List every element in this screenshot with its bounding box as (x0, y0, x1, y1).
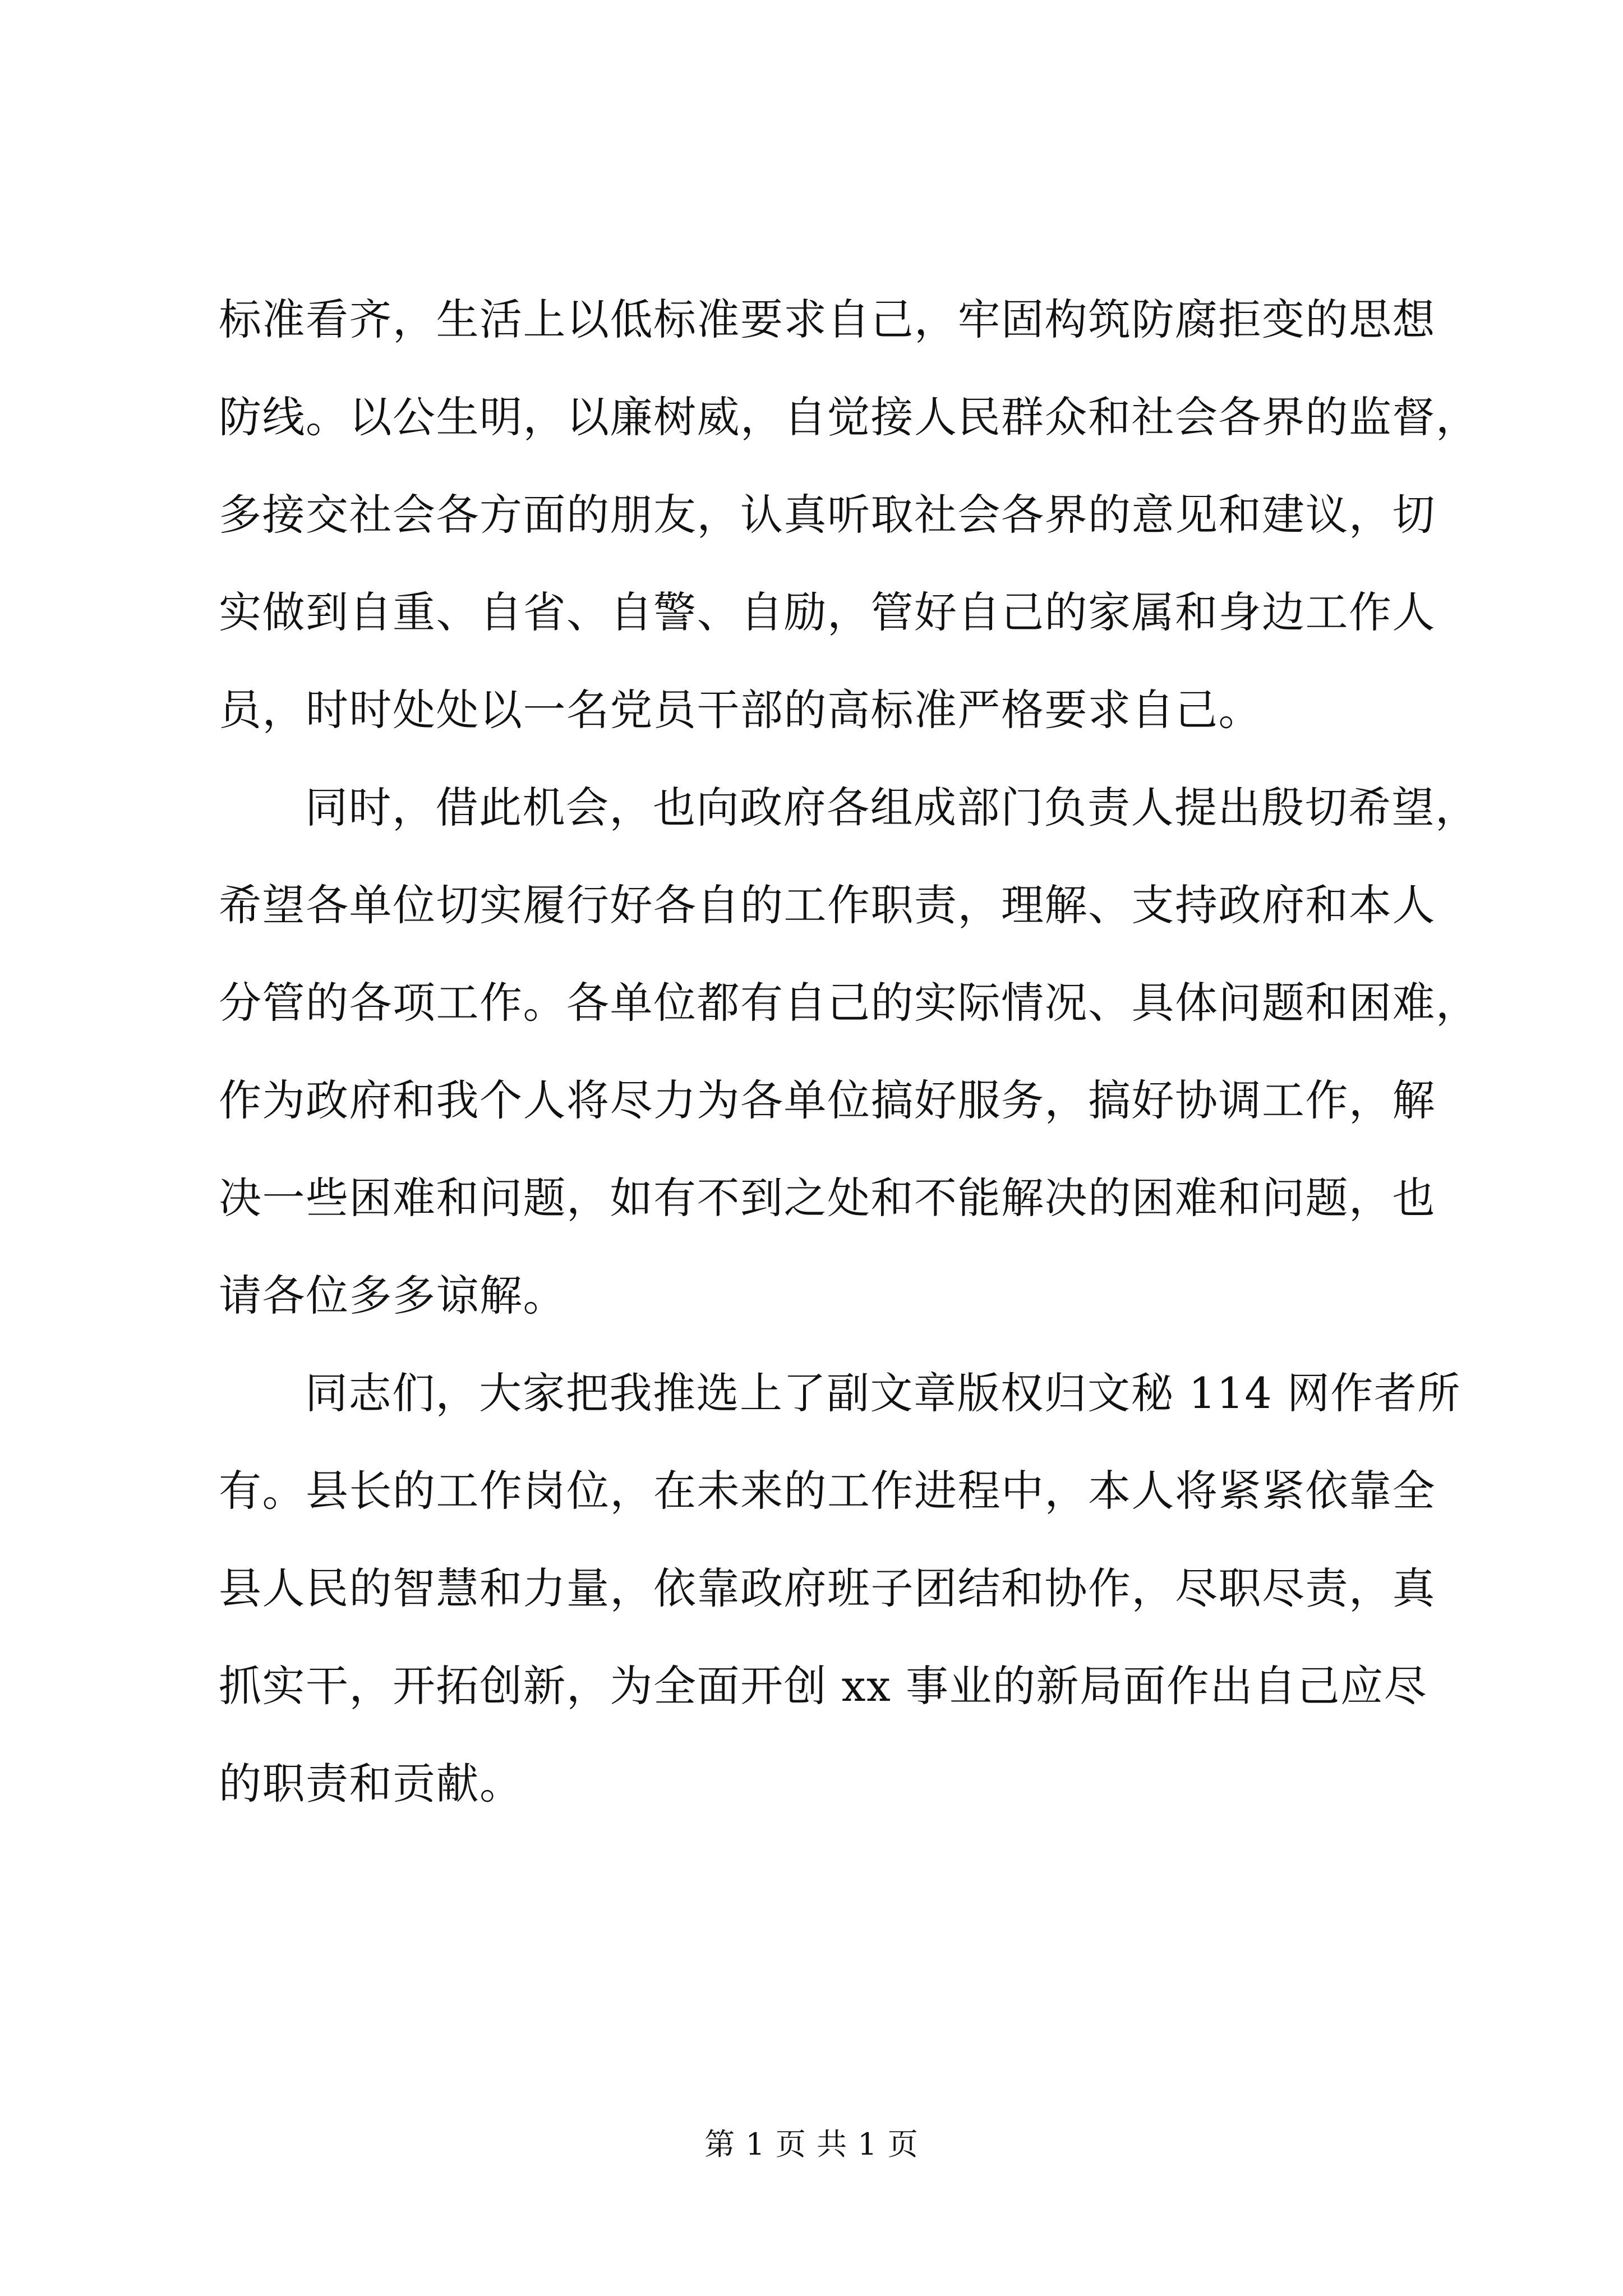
paragraph-first-line: 同志们，大家把我推选上了副文章版权归文秘 114 网作者所 (305, 1368, 1461, 1418)
text-line: 作为政府和我个人将尽力为各单位搞好服务，搞好协调工作，解 (219, 1075, 1436, 1125)
text-line: 员，时时处处以一名党员干部的高标准严格要求自己。 (219, 685, 1262, 735)
text-line: 决一些困难和问题，如有不到之处和不能解决的困难和问题，也 (219, 1173, 1436, 1223)
text-line: 多接交社会各方面的朋友，认真听取社会各界的意见和建议，切 (219, 490, 1436, 540)
text-line: 希望各单位切实履行好各自的工作职责，理解、支持政府和本人 (219, 880, 1436, 930)
text-line: 抓实干，开拓创新，为全面开创 xx 事业的新局面作出自己应尽 (219, 1661, 1428, 1711)
text-line: 防线。以公生明，以廉树威，自觉接人民群众和社会各界的监督， (219, 392, 1479, 442)
paragraph-first-line: 同时，借此机会，也向政府各组成部门负责人提出殷切希望， (305, 783, 1479, 832)
text-line: 标准看齐，生活上以低标准要求自己，牢固构筑防腐拒变的思想 (219, 295, 1436, 344)
text-line: 有。县长的工作岗位，在未来的工作进程中，本人将紧紧依靠全 (219, 1466, 1436, 1516)
text-line: 实做到自重、自省、自警、自励，管好自己的家属和身边工作人 (219, 587, 1436, 637)
text-line: 请各位多多谅解。 (219, 1271, 566, 1320)
page-number-footer: 第 1 页 共 1 页 (704, 2127, 919, 2162)
text-line: 的职责和贡献。 (219, 1759, 523, 1809)
text-line: 分管的各项工作。各单位都有自己的实际情况、具体问题和困难， (219, 978, 1479, 1028)
document-body (219, 295, 1479, 1860)
text-line: 县人民的智慧和力量，依靠政府班子团结和协作，尽职尽责，真 (219, 1563, 1436, 1613)
